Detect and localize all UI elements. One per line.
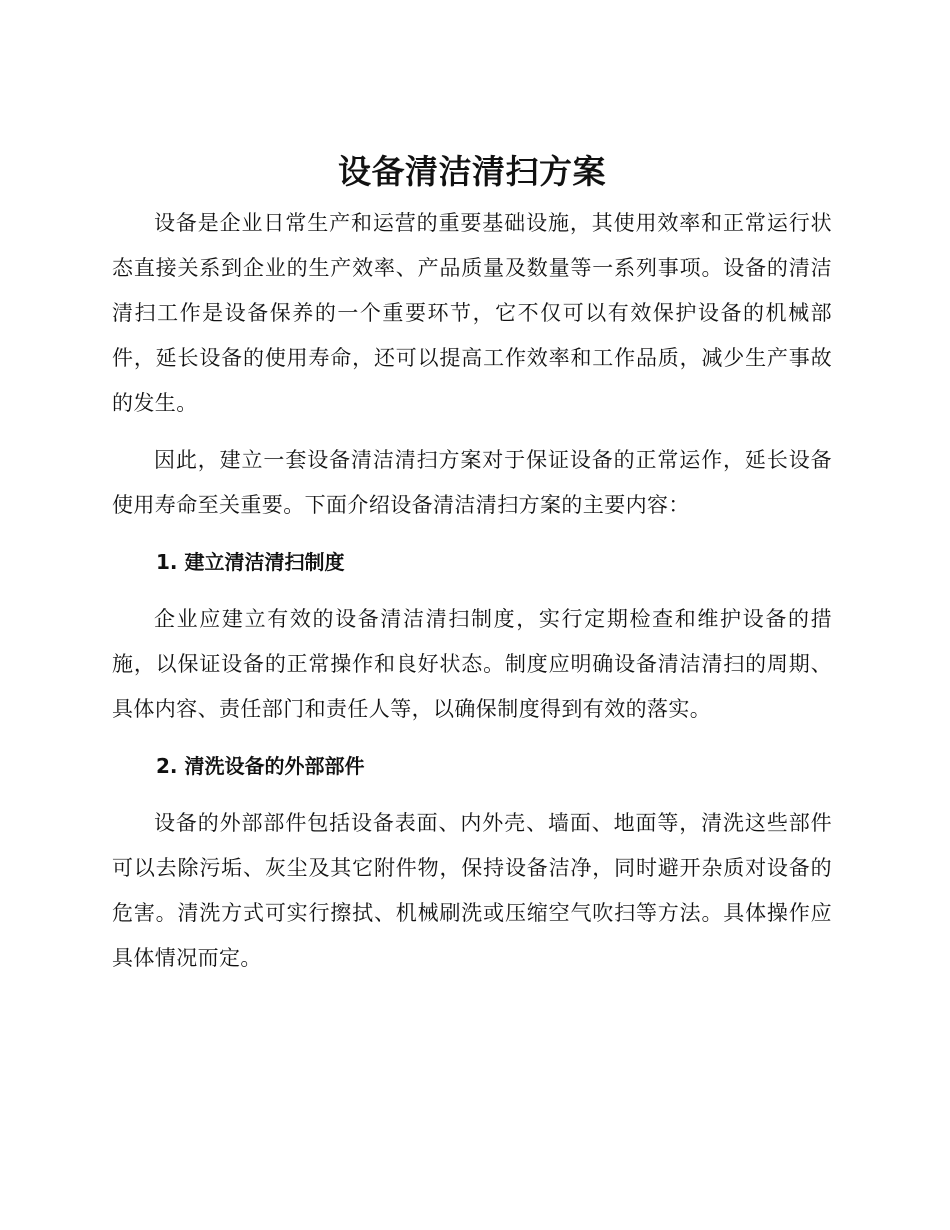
intro-paragraph-1: 设备是企业日常生产和运营的重要基础设施，其使用效率和正常运行状态直接关系到企业的生产效率、产品质量及数量等一系列事项。设备的清洁清扫工作是设备保养的一个重要环节，它不仅可以有效保护设备的机械部件，延长设备的使用寿命，还可以提高工作效率和工作品质，减少生产事故的发生。 — [112, 211, 832, 415]
section-paragraph-2: 设备的外部部件包括设备表面、内外壳、墙面、地面等，清洗这些部件可以去除污垢、灰尘及其它附件物，保持设备洁净，同时避开杂质对设备的危害。清洗方式可实行擦拭、机械刷洗或压缩空气吹扫等方法。具体操作应具体情况而定。 — [112, 811, 832, 970]
section-heading-2: 2. 清洗设备的外部部件 — [156, 754, 365, 778]
document-title: 设备清洁清扫方案 — [338, 152, 606, 191]
section-paragraph-1: 企业应建立有效的设备清洁清扫制度，实行定期检查和维护设备的措施，以保证设备的正常操作和良好状态。制度应明确设备清洁清扫的周期、具体内容、责任部门和责任人等，以确保制度得到有效的落实。 — [112, 607, 832, 721]
section-heading-1: 1. 建立清洁清扫制度 — [156, 550, 345, 574]
intro-paragraph-2: 因此，建立一套设备清洁清扫方案对于保证设备的正常运作，延长设备使用寿命至关重要。下面介绍设备清洁清扫方案的主要内容： — [112, 448, 832, 517]
